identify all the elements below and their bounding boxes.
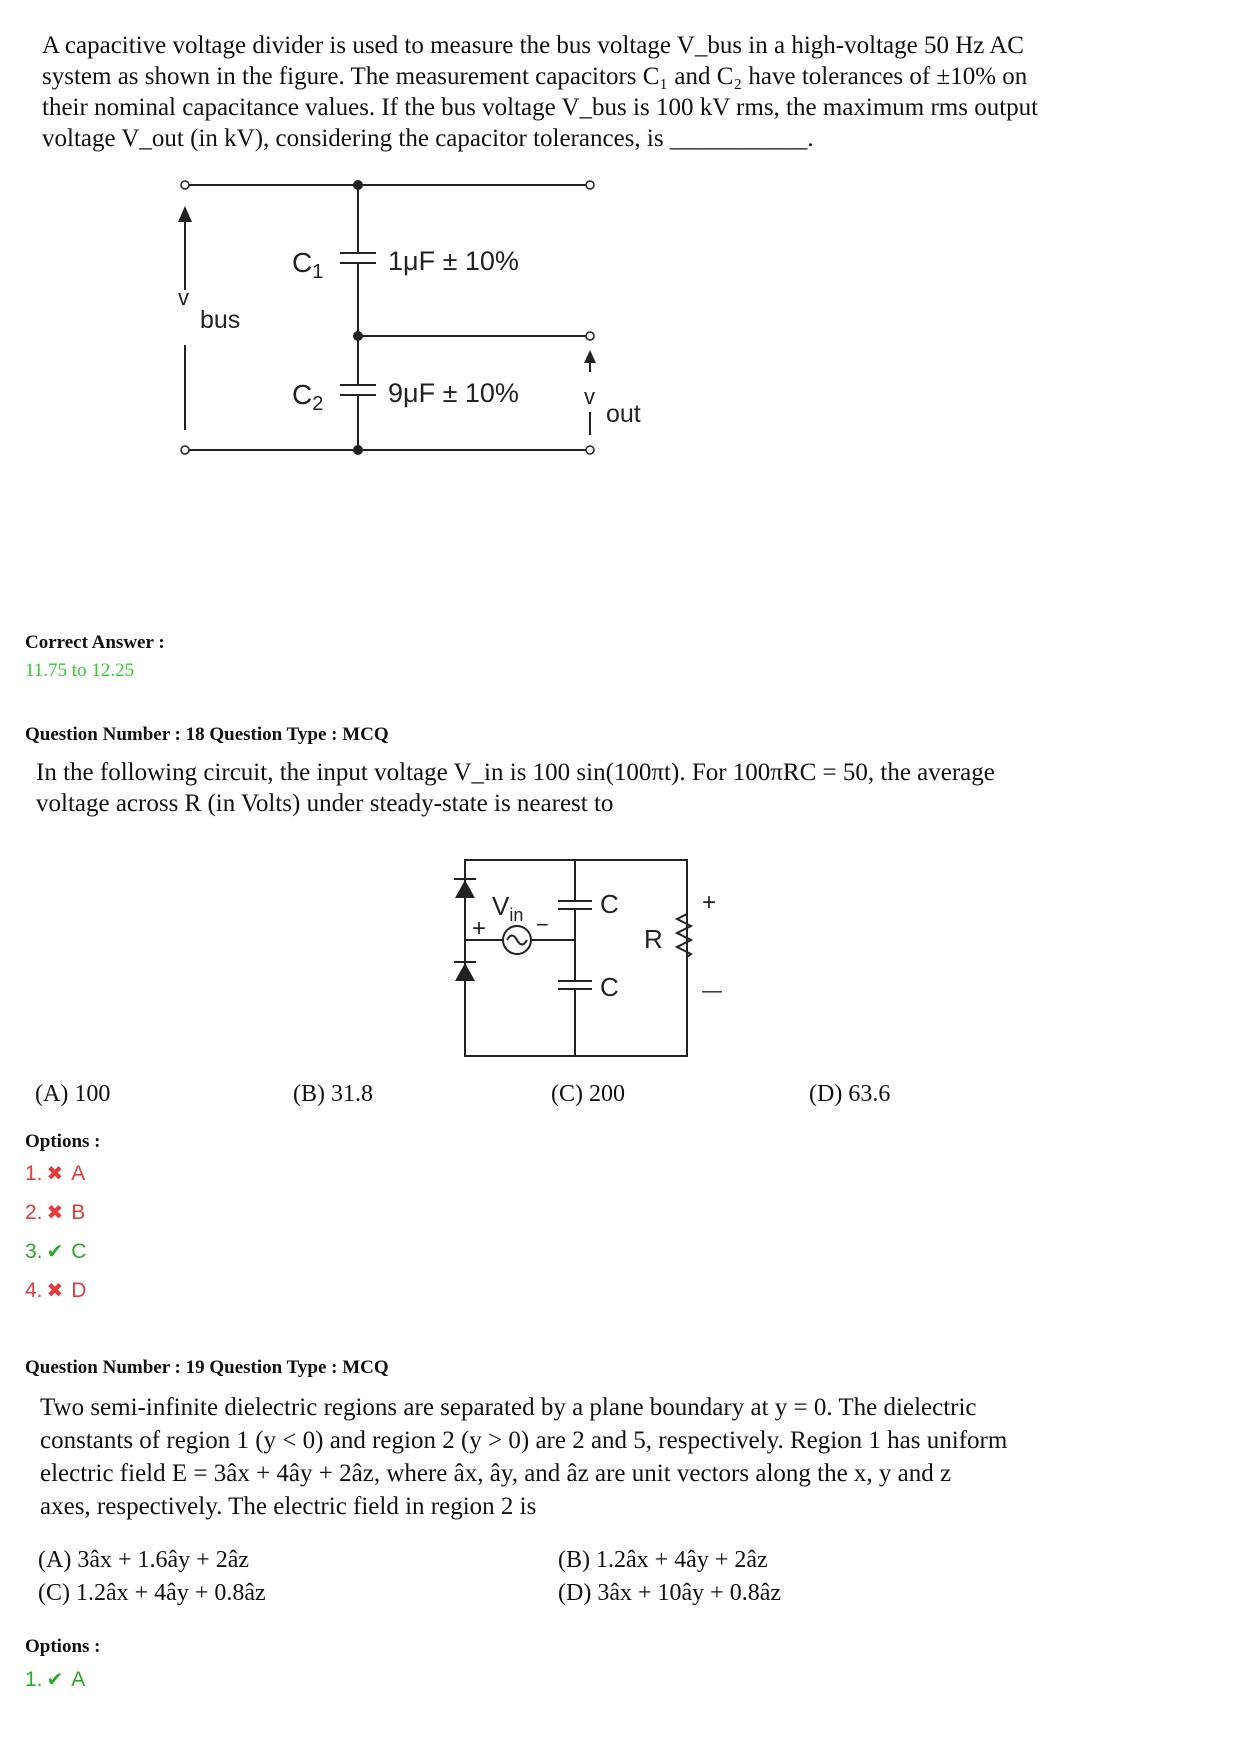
q18-choice-c: (C) 200 — [551, 1081, 625, 1107]
out-minus: — — [702, 980, 722, 1002]
vbus-arrow-head — [178, 206, 192, 222]
diode-bottom-icon — [455, 963, 475, 981]
q19-choice-c: (C) 1.2âx + 4ây + 0.8âz — [38, 1580, 266, 1606]
q18-question-text — [36, 757, 1156, 819]
q19-options-label: Options : — [25, 1636, 101, 1657]
option-item — [25, 1193, 86, 1232]
correct-answer-value: 11.75 to 12.25 — [25, 660, 135, 681]
vout-sub: out — [606, 400, 641, 428]
q19-choice-a: (A) 3âx + 1.6ây + 2âz — [38, 1547, 249, 1573]
q18-options-label: Options : — [25, 1131, 101, 1152]
vbus-sub: bus — [200, 306, 241, 334]
out-plus: + — [702, 889, 717, 916]
correct-answer-label: Correct Answer : — [25, 632, 165, 653]
q17-line: system as shown in the figure. The measurement capacitors C₁ and C₂ have tolerances of ±10% on — [42, 63, 1028, 90]
terminal — [181, 446, 189, 454]
option-item — [25, 1154, 86, 1193]
q19-line: constants of region 1 (y < 0) and region 2 (y > 0) are 2 and 5, respectively. Region 1 has uniform — [40, 1427, 1008, 1454]
diode-top-icon — [455, 880, 475, 898]
q17-circuit-diagram — [0, 150, 700, 510]
vout-v: v — [584, 384, 595, 409]
vin-plus: + — [472, 915, 487, 942]
vin-minus: − — [536, 912, 549, 937]
option-number: 3. — [25, 1239, 43, 1263]
resistor-label: R — [644, 924, 663, 954]
option-item — [25, 1232, 86, 1271]
option-letter: C — [71, 1239, 87, 1263]
option-number: 2. — [25, 1200, 43, 1224]
option-number: 1. — [25, 1161, 43, 1185]
q19-line: electric field E = 3âx + 4ây + 2âz, where âx, ây, and âz are unit vectors along the x, y and z — [40, 1460, 952, 1487]
q17-line: their nominal capacitance values. If the bus voltage V_bus is 100 kV rms, the maximum rms output — [42, 94, 1039, 121]
option-item — [25, 1271, 86, 1310]
q18-line: In the following circuit, the input voltage V_in is 100 sin(100πt). For 100πRC = 50, the average — [36, 759, 995, 786]
resistor-zigzag — [677, 914, 691, 957]
cross-icon: ✖ — [46, 1163, 64, 1185]
terminal — [586, 446, 594, 454]
c1-value: 1μF ± 10% — [388, 246, 519, 276]
q18-choice-a: (A) 100 — [35, 1081, 111, 1107]
q19-choice-d: (D) 3âx + 10ây + 0.8âz — [558, 1580, 781, 1606]
checkmark-icon: ✔ — [46, 1241, 64, 1263]
vin-label: $V_{in}$ — [492, 891, 524, 925]
option-number: 1. — [25, 1667, 43, 1691]
q19-choice-b: (B) 1.2âx + 4ây + 2âz — [558, 1547, 768, 1573]
cross-icon: ✖ — [46, 1280, 64, 1302]
cross-icon: ✖ — [46, 1202, 64, 1224]
q17-line: voltage V_out (in kV), considering the capacitor tolerances, is ___________. — [42, 125, 814, 152]
checkmark-icon: ✔ — [46, 1669, 64, 1691]
option-letter: A — [71, 1161, 86, 1185]
q19-options-list — [25, 1660, 85, 1699]
option-letter: A — [71, 1667, 86, 1691]
ac-wave — [507, 936, 527, 945]
terminal — [586, 332, 594, 340]
c1-label: $C_1$ — [292, 247, 324, 283]
junction-dot — [353, 180, 363, 190]
cap-bottom-label: C — [600, 972, 619, 1002]
q19-line: Two semi-infinite dielectric regions are separated by a plane boundary at y = 0. The dielectric — [40, 1394, 977, 1421]
terminal — [181, 181, 189, 189]
q19-question-text — [40, 1391, 1170, 1523]
option-letter: B — [71, 1200, 86, 1224]
q18-line: voltage across R (in Volts) under steady-state is nearest to — [36, 790, 614, 817]
q19-line: axes, respectively. The electric field in region 2 is — [40, 1493, 537, 1520]
q18-choice-d: (D) 63.6 — [809, 1081, 891, 1107]
cap-top-label: C — [600, 889, 619, 919]
option-letter: D — [71, 1278, 87, 1302]
terminal — [586, 181, 594, 189]
c2-value: 9μF ± 10% — [388, 378, 519, 408]
q17-line: A capacitive voltage divider is used to measure the bus voltage V_bus in a high-voltage 50 Hz AC — [42, 32, 1024, 59]
q18-circuit-diagram — [440, 840, 740, 1070]
vbus-v: v — [178, 285, 189, 310]
q18-choice-b: (B) 31.8 — [293, 1081, 373, 1107]
q17-question-text — [42, 30, 1162, 154]
q19-header: Question Number : 19 Question Type : MCQ — [25, 1357, 389, 1378]
vout-arrow-head — [584, 350, 596, 363]
junction-dot — [353, 331, 363, 341]
junction-dot — [353, 445, 363, 455]
option-item — [25, 1660, 85, 1699]
c2-label: $C_2$ — [292, 379, 324, 415]
option-number: 4. — [25, 1278, 43, 1302]
q18-header: Question Number : 18 Question Type : MCQ — [25, 724, 389, 745]
q18-options-list — [25, 1154, 86, 1310]
